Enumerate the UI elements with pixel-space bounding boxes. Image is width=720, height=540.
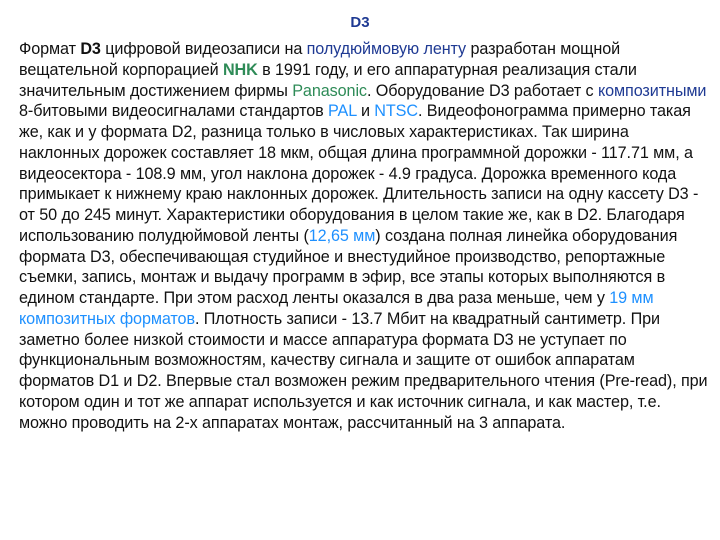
text-segment: Формат bbox=[19, 40, 81, 58]
highlight-tape-width: 12,65 мм bbox=[308, 226, 376, 245]
text-segment: . Оборудование D3 работает с bbox=[366, 81, 598, 100]
text-segment: . Видеофонограмма примерно такая же, как и у формата D2, разница только в числовых характеристиках. Так ширина наклонных дорожек составляет 18 мкм, общая длина программной дорожки - 117.71 мм, а видеосектора - 108.9 мм, угол наклона дорожек - 4.9 градуса. Дорожка временного кода примыкает к нижнему краю наклонных дорожек. Длительность записи на одну кассету D3 - от 50 до 245 минут. Характеристики оборудования в целом такие же, как в D2. Благодаря использованию полудюймовой ленты ( bbox=[19, 102, 699, 245]
highlight-composite: композитными bbox=[597, 81, 707, 100]
text-segment: 8-битовыми видеосигналами стандартов bbox=[19, 102, 329, 121]
text-segment: в 1991 году, и его аппаратурная реализация стали значительным достижением фирмы bbox=[19, 60, 637, 100]
body-paragraph bbox=[19, 39, 709, 433]
text-segment: ) создана полная линейка оборудования формата D3, обеспечивающая студийное и внестудийное производство, репортажные съемки, запись, монтаж и выдачу программ в эфир, все этапы которых выполняются в едином стандарте. При этом расход ленты оказался в два раза меньше, чем у bbox=[19, 226, 678, 307]
text-segment: разработан мощной вещательной корпорацией bbox=[19, 40, 621, 79]
highlight-nhk: NHK bbox=[222, 60, 258, 79]
highlight-ntsc: NTSC bbox=[374, 102, 418, 121]
text-segment: цифровой видеозаписи на bbox=[100, 40, 307, 58]
text-segment: и bbox=[356, 102, 375, 121]
text-segment: . Плотность записи - 13.7 Мбит на квадратный сантиметр. При заметно более низкой стоимости и массе аппаратура формата D3 не уступает по функциональным возможностям, качеству сигнала и защите от ошибок аппаратам форматов D1 и D2. Впервые стал возможен режим предварительного чтения (Pre-read), при котором один и тот же аппарат используется и как источник сигнала, и как мастер, т.е. можно проводить на 2-х аппаратах монтаж, рассчитанный на 3 аппарата. bbox=[19, 309, 708, 432]
format-name-d3: D3 bbox=[80, 40, 101, 58]
highlight-panasonic: Panasonic bbox=[292, 81, 367, 100]
page-title: D3 bbox=[350, 14, 370, 31]
highlight-pal: PAL bbox=[328, 102, 357, 121]
highlight-half-inch-tape: полудюймовую ленту bbox=[306, 40, 467, 58]
highlight-19mm-composite: 19 мм композитных форматов bbox=[19, 289, 654, 328]
